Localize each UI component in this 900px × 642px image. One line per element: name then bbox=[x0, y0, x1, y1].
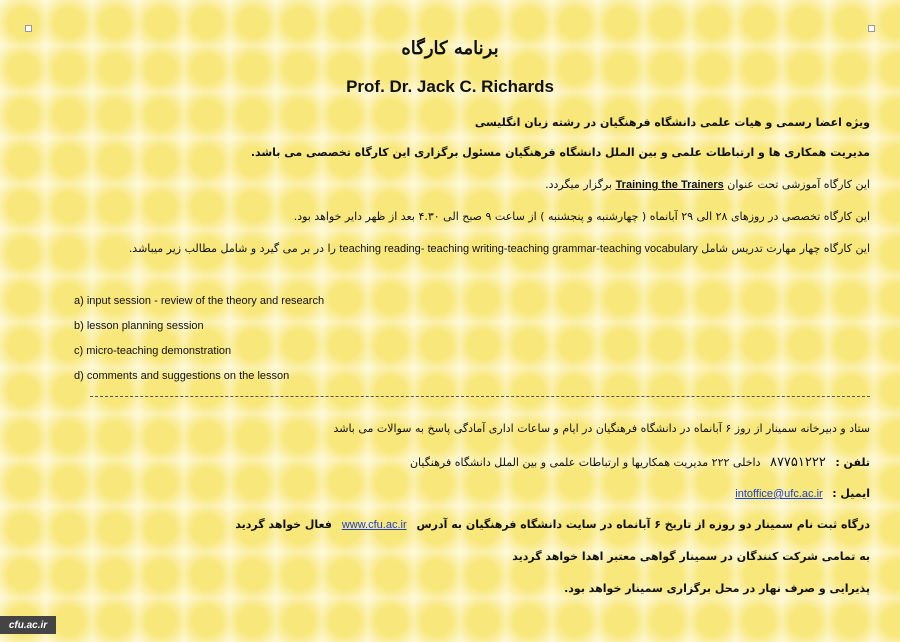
frame-corner bbox=[25, 25, 32, 32]
certificate-line: به تمامی شرکت کنندگان در سمینار گواهی معتبر اهدا خواهد گردید bbox=[512, 550, 870, 563]
registration-url-link[interactable]: www.cfu.ac.ir bbox=[341, 519, 407, 531]
organizer-line: مدیریت همکاری ها و ارتباطات علمی و بین الملل دانشگاه فرهنگیان مسئول برگزاری این کارگاه تخصصی می باشد. bbox=[250, 146, 870, 159]
audience-line: ویژه اعضا رسمی و هیات علمی دانشگاه فرهنگیان در رشته زبان انگلیسی bbox=[474, 116, 870, 129]
phone-number: ۸۷۷۵۱۲۲۲ bbox=[769, 455, 826, 470]
phone-label: تلفن : bbox=[835, 456, 870, 469]
list-item: d) comments and suggestions on the lesson bbox=[74, 370, 290, 382]
skills-line bbox=[129, 242, 870, 255]
hospitality-line: پذیرایی و صرف نهار در محل برگزاری سمینار خواهد بود. bbox=[564, 582, 870, 595]
cfu-logo: cfu.ac.ir bbox=[0, 616, 56, 634]
list-item: a) input session - review of the theory and research bbox=[74, 295, 325, 307]
email-link[interactable]: intoffice@ufc.ac.ir bbox=[735, 488, 823, 500]
p5-post: را در بر می گیرد و شامل مطالب زیر میباشد. bbox=[128, 242, 336, 255]
p3-pre: این کارگاه آموزشی تحت عنوان bbox=[727, 178, 870, 191]
dashed-divider bbox=[90, 396, 870, 397]
registration-post: فعال خواهد گردید bbox=[235, 518, 332, 531]
phone-details: داخلی ۲۲۲ مدیریت همکاریها و ارتباطات علمی و بین الملل دانشگاه فرهنگیان bbox=[409, 456, 761, 469]
registration-pre: درگاه ثبت نام سمینار دو روزه از تاریخ ۶ آبانماه در سایت دانشگاه فرهنگیان به آدرس bbox=[416, 518, 870, 531]
workshop-title-line bbox=[545, 178, 870, 191]
page-title: برنامه کارگاه bbox=[401, 38, 499, 59]
secretariat-line: ستاد و دبیرخانه سمینار از روز ۶ آبانماه در دانشگاه فرهنگیان در ایام و ساعات اداری آمادگی پاسخ به سوالات می باشد bbox=[333, 422, 870, 435]
frame-corner bbox=[868, 25, 875, 32]
list-item: c) micro-teaching demonstration bbox=[74, 345, 232, 357]
p5-pre: این کارگاه چهار مهارت تدریس شامل bbox=[701, 242, 870, 255]
p3-post: برگزار میگردد. bbox=[545, 178, 613, 191]
registration-line bbox=[235, 518, 870, 531]
email-label: ایمیل : bbox=[832, 487, 870, 500]
presenter-name: Prof. Dr. Jack C. Richards bbox=[346, 77, 554, 96]
skills-list: teaching reading- teaching writing-teaching grammar-teaching vocabulary bbox=[339, 243, 698, 255]
email-line bbox=[735, 487, 870, 500]
workshop-title: Training the Trainers bbox=[615, 179, 724, 191]
list-item: b) lesson planning session bbox=[74, 320, 204, 332]
phone-line bbox=[410, 455, 870, 470]
schedule-line: این کارگاه تخصصی در روزهای ۲۸ الی ۲۹ آبانماه ( چهارشنبه و پنجشنبه ) از ساعت ۹ صبح الی ۴.۳۰ بعد از ظهر دایر خواهد بود. bbox=[293, 210, 870, 223]
